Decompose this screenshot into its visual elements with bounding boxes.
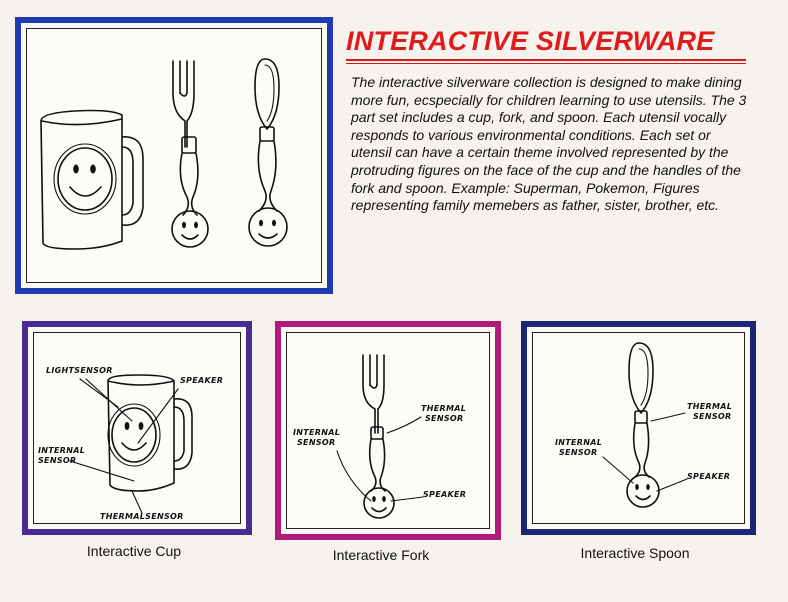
hero-cup-drawing	[41, 111, 143, 250]
cup-diagram-inner	[33, 332, 241, 524]
collection-description: The interactive silverware collection is designed to make dining more fun, ecspecially for children learning to use utensils. The 3 part set includes a cup, fork, and spoon. Each utensil vocally responds to various environmental conditions. Each set or utensil can have a certain theme involved represented by the protruding figures on the face of the cup and the handles of the fork and spoon. Example: Superman, Pokemon, Figures representing family memebers as father, sister, brother, etc.	[351, 74, 747, 214]
cup-label-thermal-sensor: THERMALSENSOR	[100, 512, 184, 521]
hero-spoon-drawing	[249, 59, 287, 246]
cup-label-internal-2: SENSOR	[38, 456, 77, 465]
spoon-callouts	[603, 413, 687, 491]
fork-diagram-frame	[275, 321, 501, 540]
cup-label-internal-1: INTERNAL	[38, 446, 86, 455]
spoon-diagram-inner	[532, 332, 745, 524]
spoon-label-thermal-2: SENSOR	[693, 412, 732, 421]
hero-sketch-inner	[26, 28, 322, 283]
hero-utensils-sketch	[27, 29, 323, 284]
hero-fork-drawing	[172, 61, 208, 247]
spoon-label-internal-2: SENSOR	[559, 448, 598, 457]
title-underline-thin	[346, 63, 746, 64]
spoon-label-speaker: SPEAKER	[687, 472, 731, 481]
fork-label-internal-1: INTERNAL	[293, 428, 341, 437]
spoon-caption: Interactive Spoon	[580, 545, 690, 561]
cup-label-light-sensor: LIGHTSENSOR	[46, 366, 113, 375]
fork-label-thermal-1: THERMAL	[421, 404, 467, 413]
fork-label-thermal-2: SENSOR	[425, 414, 464, 423]
fork-diagram-inner	[286, 332, 490, 529]
cup-label-speaker: SPEAKER	[180, 376, 224, 385]
cup-diagram-frame	[22, 321, 252, 535]
spoon-diagram	[533, 333, 744, 523]
hero-sketch-frame	[15, 17, 333, 294]
fork-caption: Interactive Fork	[332, 547, 430, 563]
spoon-label-internal-1: INTERNAL	[555, 438, 603, 447]
title-underline	[346, 59, 746, 61]
cup-caption: Interactive Cup	[86, 543, 182, 559]
cup-diagram	[34, 333, 240, 523]
fork-drawing	[363, 355, 394, 518]
spoon-label-thermal-1: THERMAL	[687, 402, 733, 411]
cup-drawing	[108, 375, 192, 491]
fork-diagram	[287, 333, 489, 528]
fork-label-speaker: SPEAKER	[423, 490, 467, 499]
fork-label-internal-2: SENSOR	[297, 438, 336, 447]
spoon-diagram-frame	[521, 321, 756, 535]
page-title: INTERACTIVE SILVERWARE	[346, 26, 715, 56]
